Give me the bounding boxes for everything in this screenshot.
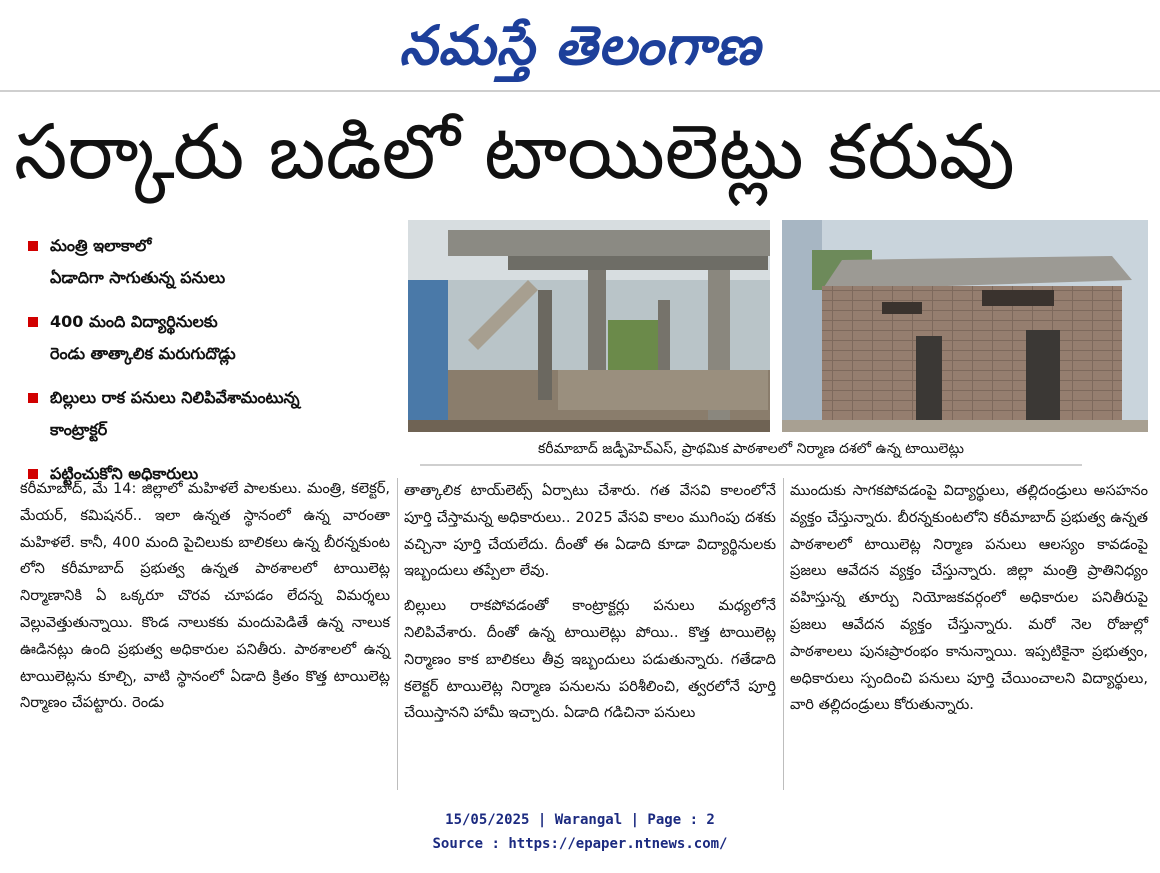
article-paragraph: తాత్కాలిక టాయ్‌లెట్స్ ఏర్పాటు చేశారు. గత వేసవి కాలంలోనే పూర్తి చేస్తామన్న అధికారులు.. 2025 వేసవి కాలం ముగింపు దశకు వచ్చినా పూర్తి చేయలేదు. దీంతో ఈ ఏడాది కూడా విద్యార్థినులకు ఇబ్బందులు తప్పేలా లేవు. [404, 482, 776, 580]
bullet-square-icon [28, 393, 38, 403]
toilet-block-photo [782, 220, 1148, 432]
highlight-line: పట్టించుకోని అధికారులు [50, 464, 199, 483]
highlight-line: రెండు తాత్కాలిక మరుగుదొడ్లు [50, 344, 236, 363]
bullet-square-icon [28, 317, 38, 327]
masthead-logo: నమస్తే తెలంగాణ [399, 13, 761, 77]
footer-source: Source : https://epaper.ntnews.com/ [432, 836, 728, 852]
highlight-item [22, 382, 400, 446]
article-paragraph: కరీమాబాద్, మే 14: జిల్లాలో మహిళలే పాలకులు. మంత్రి, కలెక్టర్, మేయర్, కమిషనర్.. ఇలా ఉన్నత స్థానంలో ఉన్న వారంతా మహిళలే. కానీ, 400 మంది పైచిలుకు బాలికలు ఉన్న బీరన్నకుంట లోని కరీమాబాద్ ప్రభుత్వ ఉన్నత పాఠశాలలో టాయిలెట్ల నిర్మాణానికి ఏ ఒక్కరూ చొరవ చూపడం లేదన్న విమర్శలు వెల్లువెత్తుతున్నాయి. కొండ నాలుకకు మందుపెడితే ఉన్న నాలుక ఊడినట్లు ఉంది ప్రభుత్వ అధికారుల పనితీరు. పాఠశాలలో ఉన్న టాయిలెట్లను కూల్చి, వాటి స్థానంలో ఏడాది క్రితం కొత్త టాయిలెట్ల నిర్మాణం చేపట్టారు. రెండు [20, 480, 390, 712]
construction-site-photo [408, 220, 770, 432]
highlight-item [22, 306, 400, 370]
article-paragraph: ముందుకు సాగకపోవడంపై విద్యార్థులు, తల్లిదండ్రులు అసహనం వ్యక్తం చేస్తున్నారు. బీరన్నకుంటలోని కరీమాబాద్ ప్రభుత్వ ఉన్నత పాఠశాలలో టాయిలెట్ల నిర్మాణ పనులు ఆలస్యం కావడంపై ప్రజలు ఆవేదన వ్యక్తం చేస్తున్నారు. జిల్లా మంత్రి ప్రాతినిధ్యం వహిస్తున్న తూర్పు నియోజకవర్గంలో అధికారుల పనితీరుపై ప్రజలు ఆవేదన వ్యక్తం చేస్తున్నారు. మరో నెల రోజుల్లో పాఠశాలలు పునఃప్రారంభం కానున్నాయి. ఇప్పటికైనా ప్రభుత్వం, అధికారులు స్పందించి పనులు పూర్తి చేయించాలని విద్యార్థులు, వారి తల్లిదండ్రులు కోరుతున్నారు. [790, 482, 1148, 714]
photo-caption: కరీమాబాద్ జడ్పీహెచ్ఎస్, ప్రాథమిక పాఠశాలలో నిర్మాణ దశలో ఉన్న టాయిలెట్లు [420, 434, 1082, 466]
highlights-list [22, 230, 400, 502]
article-column-2 [404, 478, 776, 735]
highlight-line: బిల్లులు రాక పనులు నిలిపివేశామంటున్న [50, 388, 300, 407]
article-paragraph: బిల్లులు రాకపోవడంతో కాంట్రాక్టర్లు పనులు మధ్యలోనే నిలిపివేశారు. దీంతో ఉన్న టాయిలెట్లు పోయి.. కొత్త టాయిలెట్ల నిర్మాణం కాక బాలికలు తీవ్ర ఇబ్బందులు పడుతున్నారు. గతేడాది కలెక్టర్ టాయిలెట్ల నిర్మాణ పనులను పరిశీలించి, త్వరలోనే పూర్తి చేయిస్తానని హామీ ఇచ్చారు. ఏడాది గడిచినా పనులు [404, 597, 776, 722]
photo-strip [408, 220, 1148, 432]
column-divider [783, 478, 784, 790]
highlight-line: మంత్రి ఇలాకాలో [50, 236, 152, 255]
bullet-square-icon [28, 241, 38, 251]
article-column-1 [20, 476, 390, 725]
highlight-line: కాంట్రాక్టర్ [50, 420, 108, 439]
highlight-line: ఏడాదిగా సాగుతున్న పనులు [50, 268, 226, 287]
footer-dateline: 15/05/2025 | Warangal | Page : 2 [445, 812, 715, 828]
highlight-line: 400 మంది విద్యార్థినులకు [50, 312, 218, 331]
column-divider [397, 478, 398, 790]
headline-divider [0, 90, 1160, 92]
highlight-item [22, 230, 400, 294]
article-column-3 [790, 478, 1148, 727]
headline: సర్కారు బడిలో టాయిలెట్లు కరువు [14, 107, 1015, 196]
